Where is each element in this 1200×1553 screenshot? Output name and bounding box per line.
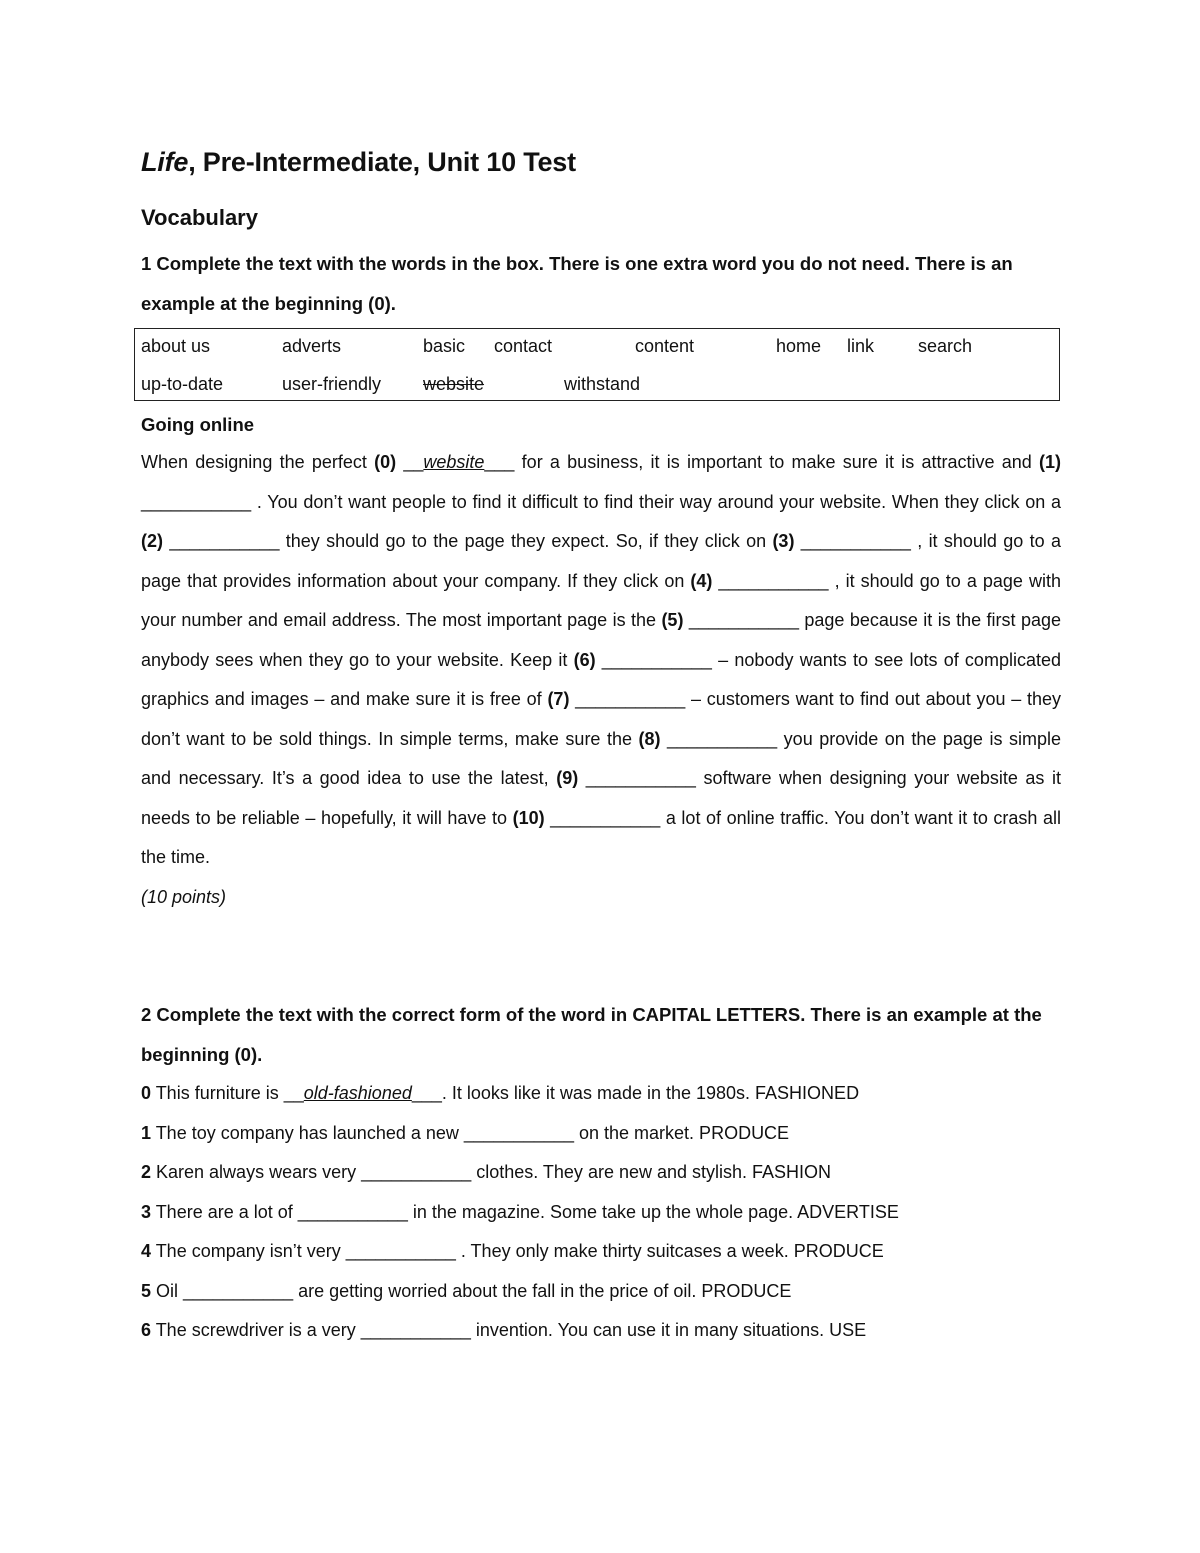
question-item: 5 Oil ___________ are getting worried about the fall in the price of oil. PRODUCE (141, 1280, 792, 1301)
box-word-crossed-out: website (423, 374, 485, 394)
spacer (141, 917, 1061, 995)
box-word: link (847, 336, 875, 356)
question-item: 6 The screwdriver is a very ___________ invention. You can use it in many situations. USE (141, 1320, 867, 1340)
gap-number: (2) (141, 531, 163, 551)
box-word: basic (423, 336, 466, 356)
title-book-name: Life (141, 147, 189, 177)
page-title (141, 142, 1061, 182)
box-word: contact (494, 336, 553, 356)
section-heading: Vocabulary (141, 205, 258, 230)
gap-number: (0) (374, 452, 397, 472)
example-answer: website (423, 452, 485, 472)
exercise2-instruction: 2 Complete the text with the correct form of the word in CAPITAL LETTERS. There is an example at the beginning (0). (141, 1004, 1042, 1065)
question-number: 5 (141, 1280, 152, 1301)
gap-number: (5) (661, 610, 684, 630)
box-word: up-to-date (141, 374, 224, 394)
gap-number: (6) (573, 649, 596, 670)
box-word: about us (141, 336, 211, 356)
box-word: user-friendly (282, 374, 382, 394)
question-number: 3 (141, 1201, 152, 1222)
box-word: search (918, 336, 973, 356)
question-item: 1 The toy company has launched a new ___________ on the market. PRODUCE (141, 1122, 790, 1143)
question-number: 6 (141, 1320, 152, 1340)
box-word: adverts (282, 336, 342, 356)
gap-number: (4) (690, 570, 713, 591)
question-number: 0 (141, 1083, 152, 1103)
exercise1-instruction: 1 Complete the text with the words in the box. There is one extra word you do not need. There is an example at the beginning (0). (141, 253, 1013, 314)
worksheet-content (141, 142, 1061, 1351)
text-subheading: Going online (141, 414, 255, 435)
word-box (134, 328, 1060, 401)
points-label: (10 points) (141, 886, 227, 907)
box-word: withstand (564, 374, 641, 394)
question-number: 4 (141, 1241, 152, 1261)
question-item: 0 This furniture is __old-fashioned___. It looks like it was made in the 1980s. FASHIONED (141, 1083, 860, 1103)
box-word: content (635, 336, 695, 356)
question-item: 2 Karen always wears very ___________ clothes. They are new and stylish. FASHION (141, 1162, 832, 1182)
gap-number: (8) (638, 728, 661, 749)
gap-number: (7) (547, 689, 570, 709)
gap-number: (3) (772, 531, 795, 551)
gap-number: (9) (556, 768, 579, 788)
question-item: 3 There are a lot of ___________ in the magazine. Some take up the whole page. ADVERTISE (141, 1201, 899, 1222)
question-item: 4 The company isn’t very ___________ . They only make thirty suitcases a week. PRODUCE (141, 1241, 884, 1261)
title-rest: , Pre-Intermediate, Unit 10 Test (188, 147, 576, 177)
example-answer: old-fashioned (303, 1083, 412, 1103)
box-word: home (776, 336, 822, 356)
question-number: 1 (141, 1122, 152, 1143)
question-number: 2 (141, 1162, 152, 1182)
gap-number: (1) (1039, 452, 1061, 472)
gap-fill-text: When designing the perfect (0) __website___ for a business, it is important to make sure it is attractive and (1) ___________ . You don’t want people to find it difficult to find their way around your website. When they click on a (2) ___________ they should go to the page they expect. So, if they click on (3) ___________ , it should go to a page that provides information about your company. If they click on (4) ___________ , it should go to a page with your number and email address. The most important page is the (5) ___________ page because it is the first page anybody sees when they go to your website. Keep it (6) ___________ – nobody wants to see lots of complicated graphics and images – and make sure it is free of (7) ___________ – customers want to find out about you – they don’t want to be sold things. In simple terms, make sure the (8) ___________ you provide on the page is simple and necessary. It’s a good idea to use the latest, (9) ___________ software when designing your website as it needs to be reliable – hopefully, it will have to (10) ___________ a lot of online traffic. You don’t want it to crash all the time. (141, 452, 1062, 867)
gap-number: (10) (512, 807, 545, 828)
